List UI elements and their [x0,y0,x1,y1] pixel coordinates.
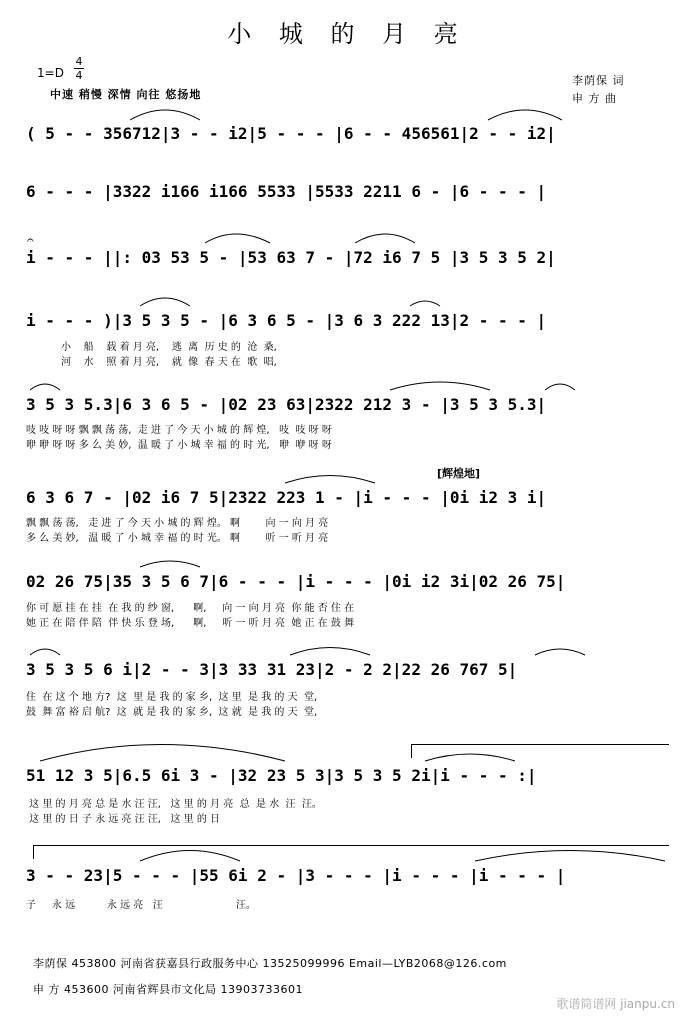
fermata-icon: 𝄐 [27,233,34,247]
time-bottom: 4 [75,69,83,82]
lyric-row-4-verse-1: 小 船 载 着 月 亮, 逃 离 历 史 的 沧 桑, [26,342,277,353]
time-top: 4 [75,55,83,68]
slur-row7-a [140,561,200,567]
section-hint: [辉煌地] [437,467,481,480]
slur-row10-b [475,851,665,862]
lyric-row-10-verse-1: 子 永 远 永 远 亮 汪 汪。 [26,900,256,911]
slur-row1-a [130,110,200,120]
song-title: 小 城 的 月 亮 [227,20,468,48]
score-row-1: ( 5 - - 356712|3 - - i2|5 - - - |6 - - 456561|2 - - i2| [26,124,556,143]
slur-row4-b [410,301,440,306]
slur-row4-a [140,298,190,306]
tempo-marking: 中速 稍慢 深情 向往 悠扬地 [50,88,202,101]
slur-row8-a [30,649,60,655]
slur-row3-b [355,234,415,243]
slur-row9-a [40,745,285,762]
key-signature: 1=D [37,66,64,80]
slur-row1-b [488,110,562,120]
lyric-row-5-verse-2: 咿 咿 呀 呀 多 么 美 妙, 温 暖 了 小 城 幸 福 的 时 光, 咿 咿 呀 呀 [26,440,332,451]
slur-row5-a [30,384,60,390]
score-row-8: 3 5 3 5 6 i|2 - - 3|3 33 31 23|2 - 2 2|22 26 767 5| [26,660,518,679]
watermark: 歌谱简谱网 jianpu.cn [556,997,675,1011]
score-row-7: 02 26 75|35 3 5 6 7|6 - - - |i - - - |0i i2 3i|02 26 75| [26,572,566,591]
lyric-row-6-verse-2: 多 么 美 妙, 温 暖 了 小 城 幸 福 的 时 光。 啊 听 一 听 月 亮 [26,533,329,544]
score-row-4: i - - - )|3 5 3 5 - |6 3 6 5 - |3 6 3 222 13|2 - - - | [26,311,547,330]
slur-row10-a [140,851,240,862]
slur-row9-b [425,754,515,761]
score-row-5: 3 5 3 5.3|6 3 6 5 - |02 23 63|2322 212 3 - |3 5 3 5.3| [26,395,547,414]
slur-row8-c [535,649,585,655]
footer-contact-composer: 申 方 453600 河南省辉县市文化局 13903733601 [33,983,303,996]
lyric-row-8-verse-1: 住 在 这 个 地 方? 这 里 是 我 的 家 乡, 这 里 是 我 的 天 堂, [26,692,318,703]
lyric-row-9-verse-1: 这 里 的 月 亮 总 是 水 汪 汪, 这 里 的 月 亮 总 是 水 汪 汪。 [26,799,322,810]
score-row-10: 3 - - 23|5 - - - |55 6i 2 - |3 - - - |i - - - |i - - - | [26,866,566,885]
footer-contact-lyricist: 李荫保 453800 河南省获嘉县行政服务中心 13525099996 Email—LYB2068@126.com [33,957,507,970]
slur-row5-c [545,384,575,390]
lyric-row-7-verse-2: 她 正 在 陪 伴 陪 伴 快 乐 登 场, 啊, 听 一 听 月 亮 她 正 在 鼓 舞 [26,618,355,629]
lyricist-credit: 李荫保 词 [572,74,625,87]
score-row-3: i - - - ||: 03 53 5 - |53 63 7 - |72 i6 7 5 |3 5 3 5 2| [26,248,556,267]
score-row-2: 6 - - - |3322 i166 i166 5533 |5533 2211 6 - |6 - - - | [26,182,547,201]
slur-row3-a [205,234,270,243]
lyric-row-8-verse-2: 鼓 舞 富 裕 启 航? 这 就 是 我 的 家 乡, 这 就 是 我 的 天 堂, [26,707,318,718]
lyric-row-9-verse-2: 这 里 的 日 子 永 远 亮 汪 汪, 这 里 的 日 [26,814,221,825]
lyric-row-6-verse-1: 飘 飘 荡 荡, 走 进 了 今 天 小 城 的 辉 煌。 啊 向 一 向 月 亮 [26,518,329,529]
score-row-6: 6 3 6 7 - |02 i6 7 5|2322 223 1 - |i - - - |0i i2 3 i| [26,488,547,507]
slur-row6-a [285,476,375,484]
slur-row8-b [290,648,370,656]
slur-row5-b [390,382,490,390]
lyric-row-5-verse-1: 吱 吱 呀 呀 飘 飘 荡 荡, 走 进 了 今 天 小 城 的 辉 煌, 吱 吱 呀 呀 [26,425,332,436]
lyric-row-7-verse-1: 你 可 愿 挂 在 挂 在 我 的 纱 窗, 啊, 向 一 向 月 亮 你 能 否 住 在 [26,603,355,614]
lyric-row-4-verse-2: 河 水 照 着 月 亮, 就 像 春 天 在 歌 唱, [26,357,277,368]
composer-credit: 申 方 曲 [572,92,617,105]
score-row-9: 51 12 3 5|6.5 6i 3 - |32 23 5 3|3 5 3 5 2i|i - - - :| [26,766,537,785]
